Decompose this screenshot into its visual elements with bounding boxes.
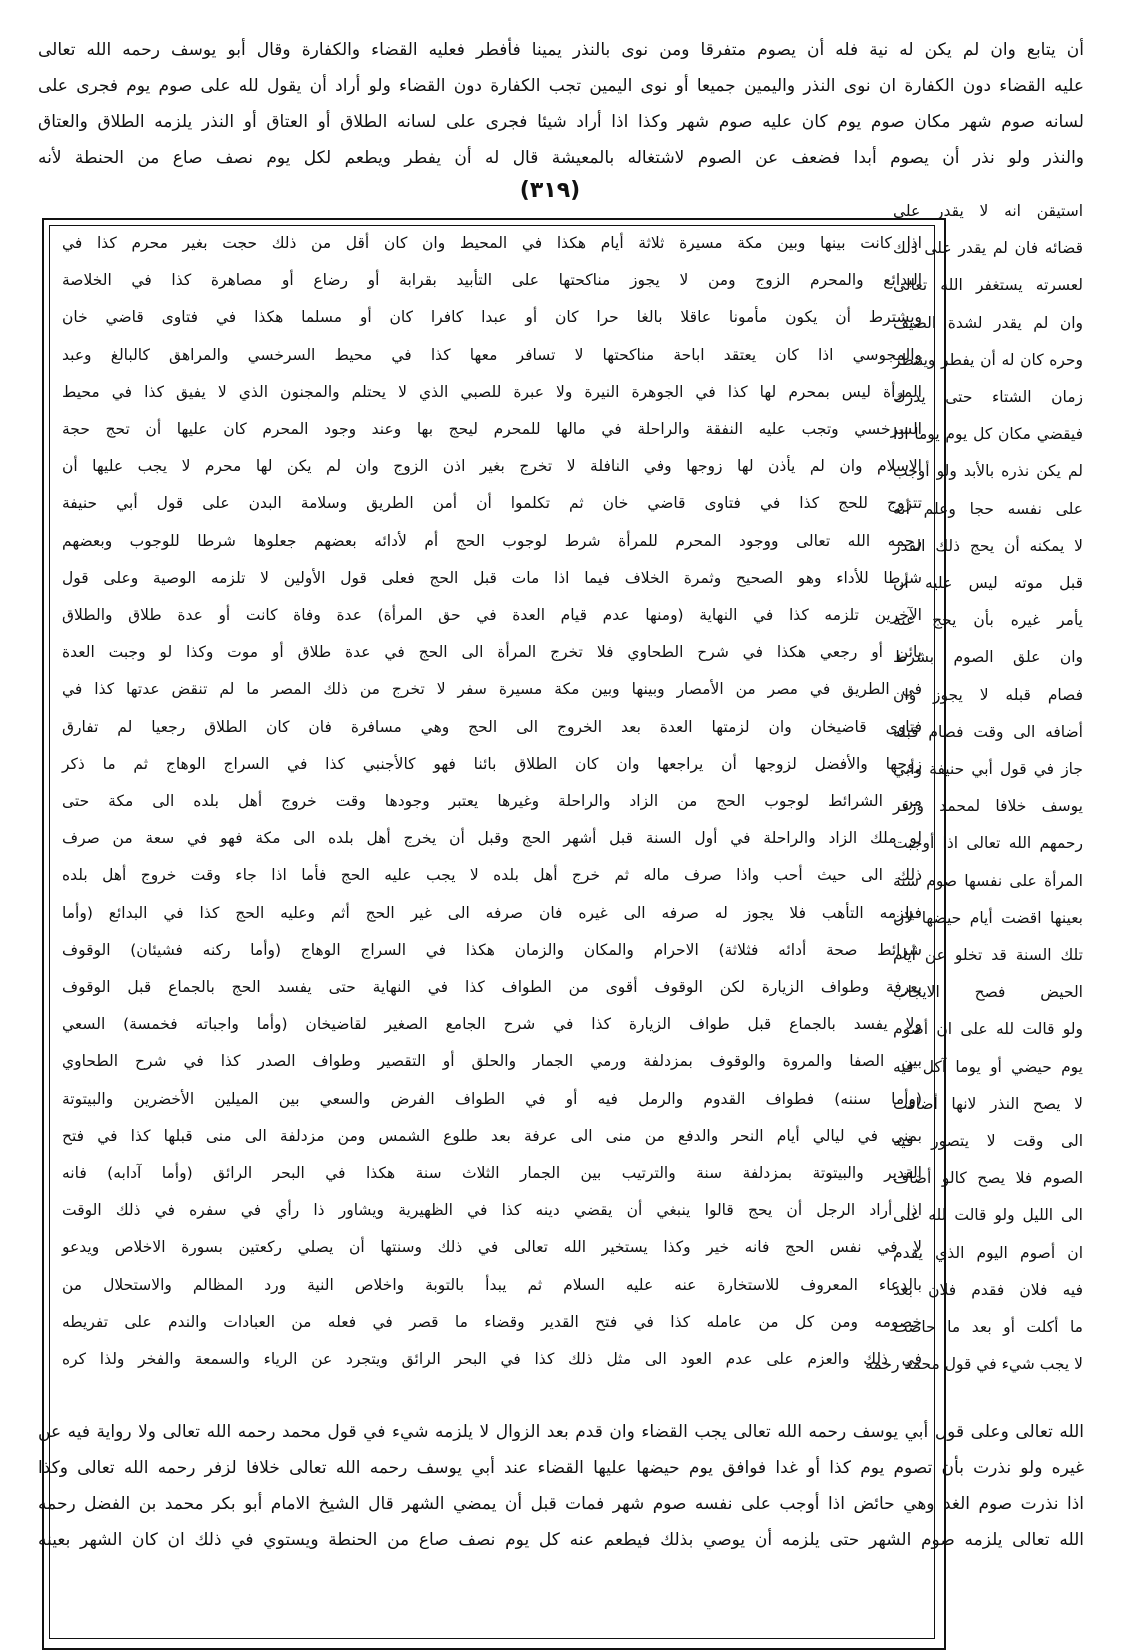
main-text-line: خصومه ومن كل من عامله كذا في فتح القدير وقضاء ما قصر في فعله من العبادات والندم على تفريطه <box>62 1312 922 1331</box>
bottom-text-line: اذا نذرت صوم الغد وهي حائض اذا أوجب على نفسه صوم شهر فمات قبل أن يمضي الشهر قال الشيخ الامام أبو بكر محمد بن الفضل رحمه <box>38 1494 1084 1514</box>
main-text-line: فتاوى قاضيخان وان لزمتها العدة بعد الخروج الى الحج وهي مسافرة فان كان الطلاق رجعيا لم تفارق <box>62 717 922 736</box>
main-text-line: السرخسي وتجب عليه النفقة والراحلة في مالها للمحرم ليحج بها وعند وجود المحرم كان عليها أن تحج حجة <box>62 420 922 438</box>
main-text-line: في ذلك والعزم على عدم العود الى مثل ذلك كذا في البحر الرائق ويتجرد عن الرياء والسمعة والفخر ولذا كره <box>62 1350 922 1368</box>
main-text-line: القدير والبيتوتة بمزدلفة سنة والترتيب بين الجمار الثلاث سنة هكذا في البحر الرائق (وأما آدابه) فانه <box>62 1164 922 1182</box>
main-text-line: شرطا للأداء وهو الصحيح وثمرة الخلاف فيما اذا مات قبل الحج فعلى قول الأولين لا تلزمه الوصية وعلى قول <box>62 568 922 587</box>
main-text-line: بعرفة وطواف الزيارة لكن الوقوف أقوى من الطواف كذا في النهاية حتى يفسد الحج بالجماع قبل الوقوف <box>62 978 922 996</box>
margin-text-line: يوسف خلافا لمحمد وزفر <box>893 797 1083 816</box>
margin-text-line: استيقن انه لا يقدر على <box>893 202 1083 220</box>
margin-text-line: الصوم فلا يصح كالو أضاف <box>893 1169 1083 1188</box>
margin-text-line: فيه فلان فقدم فلان بعد <box>893 1280 1083 1299</box>
margin-text-line: قضائه فان لم يقدر على ذلك <box>893 239 1083 258</box>
margin-text-line: يوم حيضي أو يوما آكل فيه <box>893 1057 1083 1076</box>
main-text-line: تتزوج للحج كذا في فتاوى قاضي خان ثم تكلموا أن أمن الطريق وسلامة البدن على قول أبي حنيفة <box>62 494 922 513</box>
top-text-line: عليه القضاء دون الكفارة ان نوى النذر واليمين جميعا أو نوى اليمين تجب الكفارة دون القضاء ولو أراد أن يقول لله على صوم يوم فجرى على <box>38 76 1084 96</box>
main-text-line: والمجوسي اذا كان يعتقد اباحة مناكحتها لا تسافر معها كذا في محيط السرخسي والمراهق كالبالغ وعبد <box>62 345 922 364</box>
margin-text-line: زمان الشتاء حتى يدرك <box>893 388 1083 406</box>
main-text-line: لو ملك الزاد والراحلة في أول السنة قبل أشهر الحج وقبل أن يخرج أهل بلده الى مكة فهو في سعة من صرف <box>62 829 922 848</box>
margin-text-line: وحره كان له أن يفطر وينتظر <box>893 350 1083 369</box>
main-text-line: ذلك الى حيث أحب واذا صرف ماله ثم خرج أهل بلده لا يجب عليه الحج فأما اذا جاء وقت خروج أهل بلده <box>62 866 922 885</box>
margin-text-line: الى الليل ولو قالت لله على <box>893 1206 1083 1225</box>
margin-text-line: تلك السنة قد تخلو عن أيام <box>893 946 1083 964</box>
main-text-line: زوجها والأفضل لزوجها أن يراجعها وان كان الطلاق بائنا فهو كالأجنبي كذا في السراج الوهاج ثم ما ذكر <box>62 754 922 773</box>
main-text-line: بالدعاء المعروف للاستخارة عنه عليه السلام ثم يبدأ بالتوبة واخلاص النية ورد المظالم والاستحلال من <box>62 1275 922 1294</box>
margin-text-line: أضافه الى وقت فصام قبله <box>893 722 1083 741</box>
margin-text-line: المرأة على نفسها صوم سنة <box>893 871 1083 890</box>
margin-text-line: ما أكلت أو بعد ما حاضت <box>893 1318 1083 1336</box>
main-text-line: لا في نفس الحج فانه خير وكذا يستخير الله تعالى في ذلك وسنتها أن يصلي ركعتين بسورة الاخلاص ويدعو <box>62 1238 922 1257</box>
margin-text-line: يأمر غيره بأن يحج عنه <box>893 611 1083 630</box>
margin-text-line: لا يمكنه أن يحج ذلك القدر <box>893 536 1083 555</box>
main-text-line: اذا كانت بينها وبين مكة مسيرة ثلاثة أيام هكذا في المحيط وان كان أقل من ذلك حجت بغير محرم كذا في <box>62 234 922 252</box>
page-number: (٣١٩) <box>519 178 581 203</box>
main-text-line: فيلزمه التأهب فلا يجوز له صرفه الى غيره فان صرفه الى غير الحج أثم وعليه الحج كذا في البدائع (وأما <box>62 903 922 922</box>
margin-text-line: قبل موته ليس عليه أن <box>893 574 1083 592</box>
margin-text-line: على نفسه حجا وعلم أنه <box>893 499 1083 518</box>
margin-text-line: رحمهم الله تعالى اذا أوجبت <box>893 834 1083 853</box>
margin-text-line: ولو قالت لله على ان أصوم <box>893 1020 1083 1039</box>
margin-text-line: فصام قبله لا يجوز وان <box>893 685 1083 704</box>
top-text-line: أن يتابع وان لم يكن له نية فله أن يصوم متفرقا ومن نوى بالنذر يمينا فأفطر فعليه القضاء والكفارة وقال أبو يوسف رحمه الله تعالى <box>38 40 1084 60</box>
bottom-text-line: الله تعالى يلزمه صوم الشهر حتى يلزمه أن يوصي بذلك فيطعم عنه كل يوم نصف صاع من الحنطة ويستوي في ذلك ان كان الشهر بعينه <box>38 1530 1084 1550</box>
margin-text-line: فيقضي مكان كل يوم يوما اذا <box>893 425 1083 444</box>
margin-text-line: الى وقت لا يتصور فيه <box>893 1132 1083 1150</box>
margin-text-line: وان علق الصوم بشرط <box>893 648 1083 667</box>
main-text-line: (وأما سننه) فطواف القدوم والرمل فيه أو في الطواف الفرض والسعي بين الميلين الأخضرين والبيتوتة <box>62 1089 922 1108</box>
main-text-line: من الشرائط لوجوب الحج من الزاد والراحلة وغيرها يعتبر وجودها وقت خروج أهل بلده الى مكة حتى <box>62 792 922 810</box>
main-text-line: الآخرين تلزمه كذا في النهاية (ومنها عدم قيام العدة في حق المرأة) عدة وفاة كانت أو عدة طلاق والطلاق <box>62 606 922 624</box>
main-text-line: في الطريق في مصر من الأمصار وبينها وبين مكة مسيرة سفر لا تخرج من ذلك المصر ما لم تنقض عدتها كذا في <box>62 680 922 699</box>
main-text-line: شرائط صحة أدائه فثلاثة) الاحرام والمكان والزمان هكذا في السراج الوهاج (وأما ركنه فشيئان) الوقوف <box>62 940 922 959</box>
main-text-line: البدائع والمحرم الزوج ومن لا يجوز مناكحتها على التأبيد بقرابة أو رضاع أو مصاهرة كذا في الخلاصة <box>62 271 922 290</box>
margin-text-line: وان لم يقدر لشدة الصيف <box>893 313 1083 332</box>
main-text-line: المرأة ليس بمحرم لها كذا في الجوهرة النيرة ولا عبرة للصبي الذي لا يحتلم والمجنون الذي لا يفيق كذا في محيط <box>62 382 922 401</box>
main-text-line: بمنى في ليالي أيام النحر والدفع من منى الى عرفة بعد طلوع الشمس ومن مزدلفة الى منى قبلها كذا في فتح <box>62 1126 922 1145</box>
top-text-line: لسانه صوم شهر مكان صوم يوم كان عليه صوم شهر وكذا اذا أراد شيئا فجرى على لسانه الطلاق أو العتاق أو النذر يلزمه الطلاق والعتاق <box>38 112 1084 132</box>
main-text-line: بائن أو رجعي هكذا في شرح الطحاوي فلا تخرج المرأة الى الحج في عدة طلاق أو موت وكذا لو وجبت العدة <box>62 643 922 662</box>
margin-text-line: جاز في قول أبي حنيفة وأبي <box>893 760 1083 778</box>
main-text-line: ولا يفسد بالجماع قبل طواف الزيارة كذا في شرح الجامع الصغير لقاضيخان (وأما واجباته فخمسة) السعي <box>62 1015 922 1034</box>
main-text-line: ويشترط أن يكون مأمونا عاقلا بالغا حرا كان أو عبدا كافرا كان أو مسلما هكذا في فتاوى قاضي خان <box>62 308 922 327</box>
main-text-line: الاسلام وان لم يأذن لها زوجها وفي النافلة لا تخرج بغير اذن الزوج وان لم يكن لها محرم لا يجب عليها أن <box>62 457 922 476</box>
main-text-line: بين الصفا والمروة والوقوف بمزدلفة ورمي الجمار والحلق أو التقصير وطواف الصدر كذا في شرح الطحاوي <box>62 1052 922 1071</box>
margin-text-line: ان أصوم اليوم الذي يقدم <box>893 1243 1083 1262</box>
main-text-line: اذا أراد الرجل أن يحج قالوا ينبغي أن يقضي دينه كذا في الظهيرية ويشاور ذا رأي في سفره في ذلك الوقت <box>62 1201 922 1220</box>
margin-text-line: لا يجب شيء في قول محمد رحمه <box>865 1355 1083 1374</box>
margin-text-line: لا يصح النذر لانها أضافت <box>893 1094 1083 1113</box>
bottom-text-line: الله تعالى وعلى قول أبي يوسف رحمه الله تعالى يجب القضاء وان قدم بعد الزوال لا يلزمه شيء في قول محمد رحمه الله تعالى ولا رواية فيه عن <box>38 1422 1084 1442</box>
margin-text-line: الحيض فصح الايجاب <box>893 983 1083 1002</box>
margin-text-line: لم يكن نذره بالأبد ولو أوجب <box>893 462 1083 481</box>
top-text-line: والنذر ولو نذر أن يصوم أبدا فضعف عن الصوم لاشتغاله بالمعيشة قال له أن يفطر ويطعم لكل يوم نصف صاع من الحنطة لأنه <box>38 148 1084 168</box>
margin-text-line: لعسرته يستغفر الله تعالى <box>893 276 1083 295</box>
margin-text-line: بعينها اقضت أيام حيضها لان <box>893 908 1083 927</box>
bottom-text-line: غيره ولو نذرت بأن تصوم يوم كذا أو غدا فوافق يوم حيضها عليها القضاء عند أبي يوسف رحمه الله تعالى خلافا لزفر رحمه الله تعالى وكذا <box>38 1458 1084 1478</box>
main-text-line: رحمه الله تعالى ووجود المحرم للمرأة شرط لوجوب الحج أم لأدائه بعضهم جعلوها شرطا للوجوب وبعضهم <box>62 531 922 550</box>
